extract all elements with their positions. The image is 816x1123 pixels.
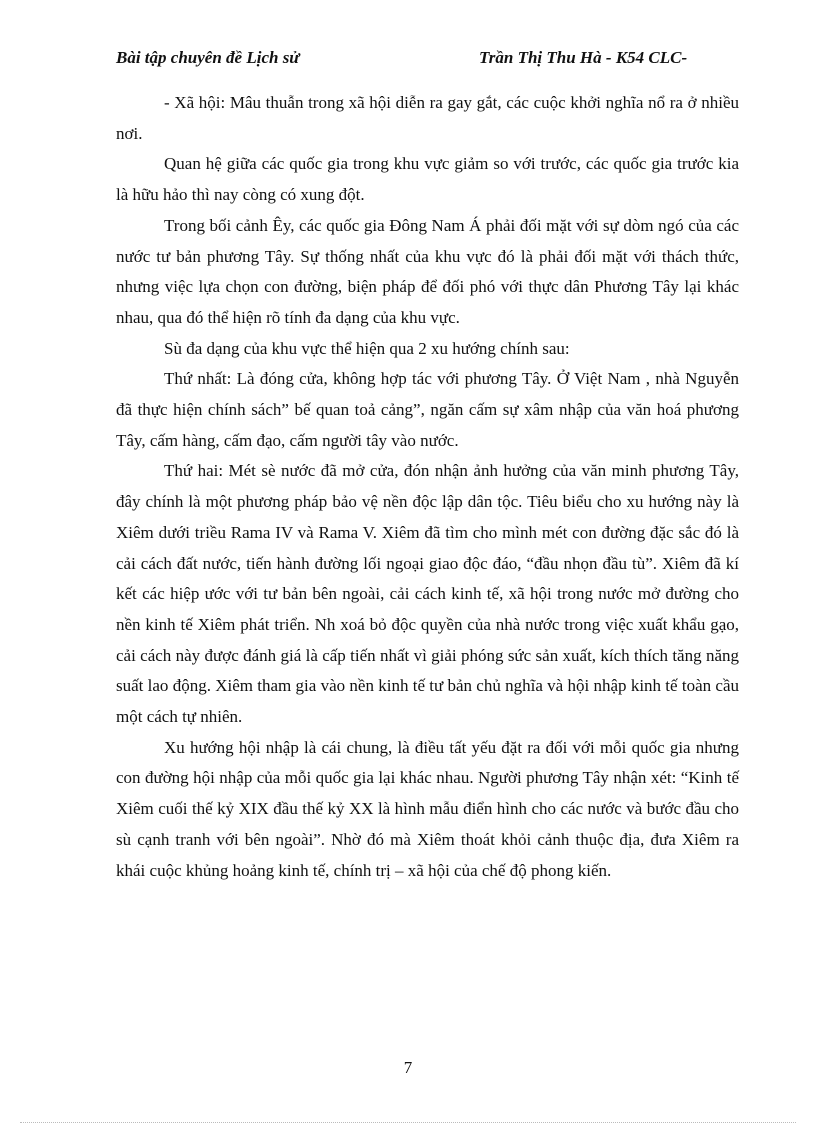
paragraph-relations: Quan hệ giữa các quốc gia trong khu vực giảm so với trước, các quốc gia trước kia là hữu hảo thì nay còng có xung đột. [116, 154, 739, 205]
paragraph-diversity: Sù đa dạng của khu vực thể hiện qua 2 xu hướng chính sau: [164, 338, 570, 358]
paragraph-context: Trong bối cảnh Êy, các quốc gia Đông Nam Á phải đối mặt với sự dòm ngó của các nước tư bản phương Tây. Sự thống nhất của khu vực đó là phải đối mặt với thách thức, nhưng việc lựa chọn con đường, biện pháp để đối phó với thực dân Phương Tây lại khác nhau, qua đó thể hiện rõ tính đa dạng của khu vực. [116, 215, 739, 327]
paragraph-first-trend: Thứ nhất: Là đóng cửa, không hợp tác với phương Tây. Ở Việt Nam , nhà Nguyễn đã thực hiện chính sách” bế quan toả cảng”, ngăn cấm sự xâm nhập của văn hoá phương Tây, cấm hàng, cấm đạo, cấm người tây vào nước. [116, 369, 739, 450]
paragraph-social: - Xã hội: Mâu thuẫn trong xã hội diễn ra gay gắt, các cuộc khởi nghĩa nổ ra ở nhiều nơi. [116, 93, 739, 143]
paragraph-second-trend: Thứ hai: Mét sè nước đã mở cửa, đón nhận ảnh hưởng của văn minh phương Tây, đây chính là một phương pháp bảo vệ nền độc lập dân tộc. Tiêu biểu cho xu hướng này là Xiêm dưới triều Rama IV và Rama V. Xiêm đã tìm cho mình mét con đường đặc sắc đó là cải cách đất nước, tiến hành đường lối ngoại giao độc đáo, “đầu nhọn đầu tù”. Xiêm đã kí kết các hiệp ước với tư bản bên ngoài, cải cách kinh tế, xã hội trong nước mở đường cho nền kinh tế Xiêm phát triển. Nh xoá bỏ độc quyền của nhà nước trong việc xuất khẩu gạo, cải cách này được đánh giá là cấp tiến nhất vì giải phóng sức sản xuất, kích thích tăng năng suất lao động. Xiêm tham gia vào nền kinh tế tư bản chủ nghĩa và hội nhập kinh tế toàn cầu một cách tự nhiên. [116, 461, 739, 727]
page-number: 7 [403, 1058, 413, 1077]
document-body [116, 88, 739, 886]
header-author: Trần Thị Thu Hà - K54 CLC- [479, 48, 688, 67]
paragraph-integration: Xu hướng hội nhập là cái chung, là điều tất yếu đặt ra đối với mỗi quốc gia nhưng con đường hội nhập của mỗi quốc gia lại khác nhau. Người phương Tây nhận xét: “Kinh tế Xiêm cuối thế kỷ XIX đầu thế kỷ XX là hình mẫu điển hình cho các nước và bước đầu cho sù cạnh tranh với bên ngoài”. Nhờ đó mà Xiêm thoát khỏi cảnh thuộc địa, đưa Xiêm ra khái cuộc khủng hoảng kinh tế, chính trị – xã hội của chế độ phong kiến. [116, 737, 739, 880]
header-course-title: Bài tập chuyên đề Lịch sử [116, 48, 300, 67]
